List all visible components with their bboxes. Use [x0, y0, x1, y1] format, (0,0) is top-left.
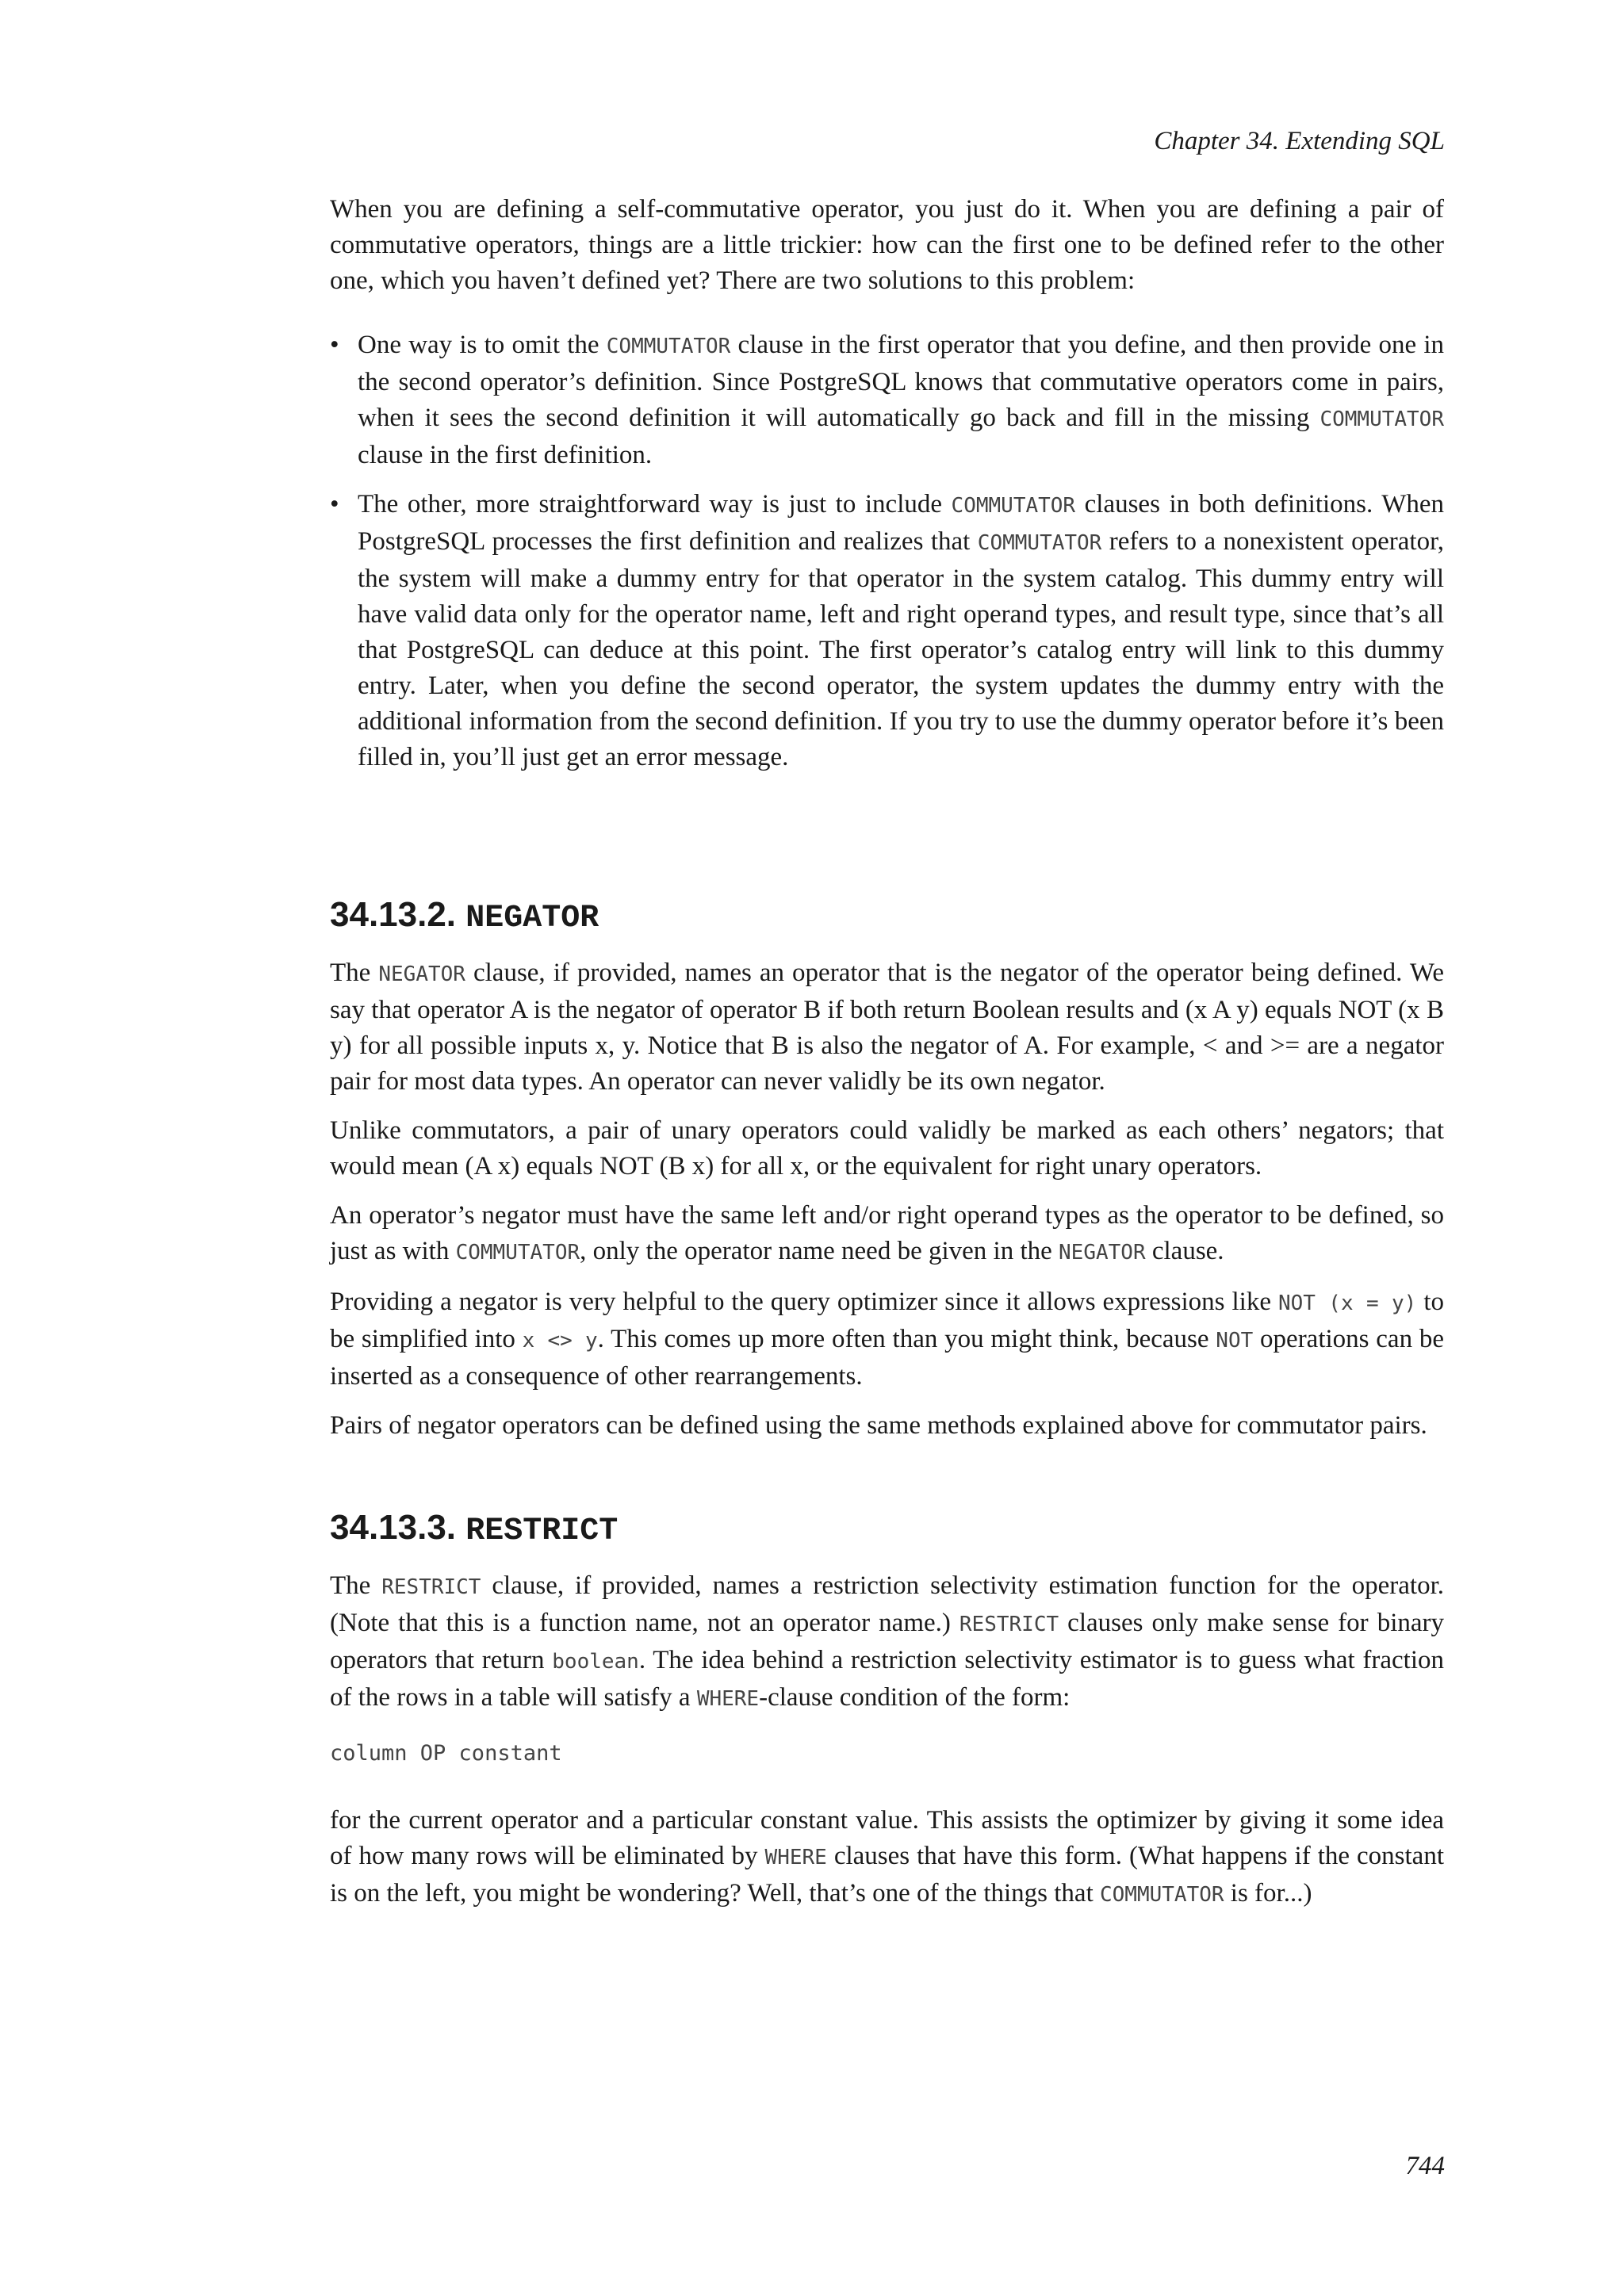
bullet-marker: • [330, 331, 339, 359]
inline-code: boolean [552, 1650, 639, 1674]
bullet-marker: • [330, 490, 339, 519]
inline-code: COMMUTATOR [977, 531, 1102, 555]
body-column [330, 192, 1444, 1913]
solutions-list [330, 327, 1444, 775]
running-header: Chapter 34. Extending SQL [1154, 127, 1445, 155]
inline-code: COMMUTATOR [1320, 408, 1444, 431]
negator-paragraph-3: An operator’s negator must have the same left and/or right operand types as the operator to be defined, so just as with COMMUTATOR, only the operator name need be given in the NEGATOR clause. [330, 1201, 1444, 1265]
code-example: column OP constant [330, 1741, 562, 1766]
inline-code: NEGATOR [1059, 1241, 1146, 1265]
inline-code: x <> y [522, 1329, 598, 1353]
restrict-paragraph-1: The RESTRICT clause, if provided, names a restriction selectivity estimation function for the operator. (Note that this is a function name, not an operator name.) RESTRICT clauses only make sense for binary operators that return boolean. The idea behind a restriction selectivity estimator is to guess what fraction of the rows in a table will satisfy a WHERE-clause condition of the form: [330, 1571, 1444, 1712]
inline-code: COMMUTATOR [951, 494, 1076, 518]
inline-code: WHERE [696, 1687, 760, 1711]
inline-code: COMMUTATOR [455, 1241, 580, 1265]
section-heading-restrict: 34.13.3. RESTRICT [330, 1508, 619, 1549]
restrict-paragraph-2: for the current operator and a particular constant value. This assists the optimizer by giving it some idea of how many rows will be eliminated by WHERE clauses that have this form. (What happens if the constant is on the left, you might be wondering? Well, that’s one of the things that COMMUTATOR is for...) [330, 1806, 1444, 1908]
intro-paragraph: When you are defining a self-commutative operator, you just do it. When you are defining a pair of commutative operators, things are a little trickier: how can the first one to be defined refer to the other one, which you haven’t defined yet? There are two solutions to this problem: [330, 195, 1444, 295]
negator-paragraph-5: Pairs of negator operators can be defined using the same methods explained above for commutator pairs. [330, 1411, 1427, 1440]
inline-code: NOT [1216, 1329, 1254, 1353]
negator-paragraph-2: Unlike commutators, a pair of unary operators could validly be marked as each others’ negators; that would mean (A x) equals NOT (B x) for all x, or the equivalent for right unary operators. [330, 1116, 1444, 1181]
negator-paragraph-1: The NEGATOR clause, if provided, names an operator that is the negator of the operator being defined. We say that operator A is the negator of operator B if both return Boolean results and (x A y) equals NOT (x B y) for all possible inputs x, y. Notice that B is also the negator of A. For example, < and >= are a negator pair for most data types. An operator can never validly be its own negator. [330, 959, 1445, 1096]
negator-paragraph-4: Providing a negator is very helpful to the query optimizer since it allows expressions like NOT (x = y) to be simplified into x <> y. This comes up more often than you might think, because NOT operations can be inserted as a consequence of other rearrangements. [330, 1288, 1445, 1391]
inline-code: WHERE [764, 1846, 827, 1869]
inline-code: COMMUTATOR [1100, 1883, 1224, 1907]
inline-code: COMMUTATOR [606, 335, 731, 358]
inline-code: RESTRICT [381, 1575, 481, 1599]
inline-code: NEGATOR [378, 962, 465, 986]
inline-code: NOT (x = y) [1277, 1292, 1417, 1315]
list-item: • The other, more straightforward way is just to include COMMUTATOR clauses in both definitions. When PostgreSQL processes the first definition and realizes that COMMUTATOR refers to a nonexistent operator, the system will make a dummy entry for that operator in the system catalog. This dummy entry will have valid data only for the operator name, left and right operand types, and result type, since that’s all that PostgreSQL can deduce at this point. The first operator’s catalog entry will link to this dummy entry. Later, when you define the second operator, the system updates the dummy entry with the additional information from the second definition. If you try to use the dummy operator before it’s been filled in, you’ll just get an error message. [330, 487, 1444, 775]
page-number: 744 [1405, 2152, 1445, 2180]
list-item: • One way is to omit the COMMUTATOR clause in the first operator that you define, and then provide one in the second operator’s definition. Since PostgreSQL knows that commutative operators come in pairs, when it sees the second definition it will automatically go back and fill in the missing COMMUTATOR clause in the first definition. [330, 327, 1444, 473]
inline-code: RESTRICT [959, 1613, 1059, 1636]
section-heading-negator: 34.13.2. NEGATOR [330, 895, 599, 936]
